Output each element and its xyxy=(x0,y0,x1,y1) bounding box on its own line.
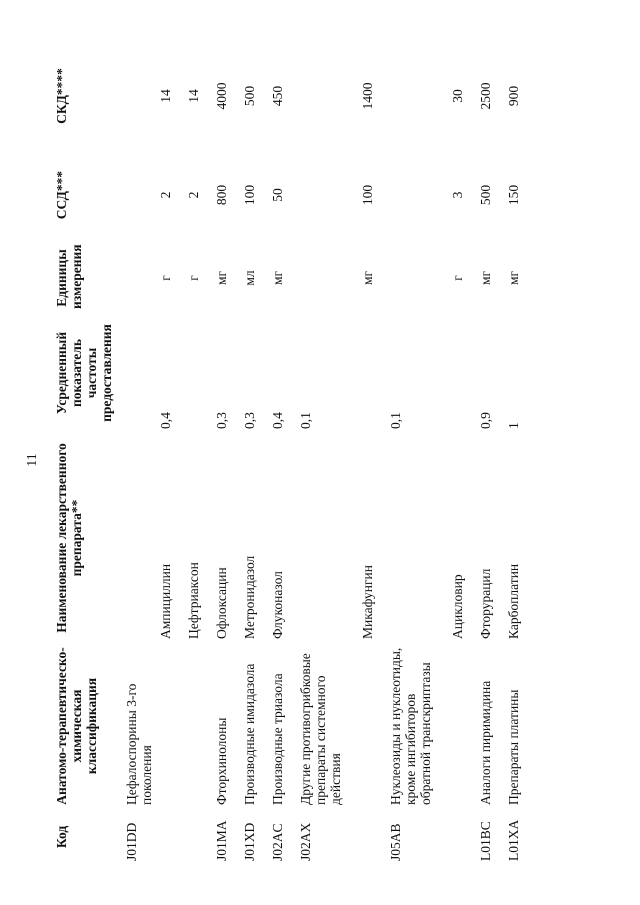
header-ssd: ССД*** xyxy=(54,170,69,220)
cell-classification xyxy=(360,643,388,809)
cell-skd: 4000 xyxy=(214,82,229,110)
cell-frequency: 0,3 xyxy=(214,412,229,429)
cell-unit xyxy=(124,243,158,313)
cell-frequency: 0,4 xyxy=(270,412,285,429)
header-frequency: Усредненный показатель частоты предоставления xyxy=(54,324,114,422)
cell-frequency: 1 xyxy=(506,422,521,429)
cell-skd xyxy=(298,45,360,147)
cell-ssd: 800 xyxy=(214,184,229,206)
cell-unit: мг xyxy=(360,270,375,286)
cell-code: J02AC xyxy=(270,823,285,861)
cell-code xyxy=(186,809,214,865)
cell-drug xyxy=(388,433,450,643)
rotated-table-stage xyxy=(52,45,592,865)
cell-skd: 14 xyxy=(186,89,201,103)
cell-drug: Цефтриаксон xyxy=(186,562,201,639)
cell-code xyxy=(450,809,478,865)
cell-ssd: 500 xyxy=(478,184,493,206)
cell-ssd: 2 xyxy=(158,191,173,199)
cell-skd: 500 xyxy=(242,85,257,107)
cell-frequency xyxy=(360,313,388,433)
table-row xyxy=(186,45,214,865)
cell-classification xyxy=(186,643,214,809)
cell-classification: Производные имидазола xyxy=(242,663,257,805)
cell-classification: Другие противогрибковые препараты системного действия xyxy=(298,653,343,805)
cell-code xyxy=(360,809,388,865)
cell-unit: мг xyxy=(506,270,521,286)
cell-code: J05AB xyxy=(388,823,403,861)
cell-unit: мг xyxy=(214,270,229,286)
cell-frequency: 0,3 xyxy=(242,412,257,429)
cell-code: L01BC xyxy=(478,821,493,861)
table-row xyxy=(158,45,186,865)
cell-unit: г xyxy=(186,275,201,281)
cell-code: J01XD xyxy=(242,822,257,861)
cell-skd xyxy=(388,45,450,147)
cell-frequency: 0,1 xyxy=(298,412,313,429)
cell-drug: Ацикловир xyxy=(450,574,465,639)
header-drug-name: Наименование лекарственного препарата** xyxy=(54,443,84,633)
cell-ssd: 100 xyxy=(242,184,257,206)
header-skd: СКД**** xyxy=(54,68,69,124)
cell-ssd: 2 xyxy=(186,191,201,199)
cell-unit xyxy=(298,243,360,313)
cell-frequency: 0,9 xyxy=(478,412,493,429)
cell-classification: Нуклеозиды и нуклеотиды, кроме ингибиторов обратной транскриптазы xyxy=(388,647,433,805)
cell-ssd xyxy=(298,147,360,243)
cell-skd: 1400 xyxy=(360,82,375,110)
table-row xyxy=(242,45,270,865)
table-row xyxy=(270,45,298,865)
cell-skd: 900 xyxy=(506,85,521,107)
cell-frequency xyxy=(186,313,214,433)
cell-drug xyxy=(124,433,158,643)
cell-frequency xyxy=(124,313,158,433)
cell-skd: 14 xyxy=(158,89,173,103)
table-row xyxy=(124,45,158,865)
cell-skd: 450 xyxy=(270,85,285,107)
cell-ssd: 3 xyxy=(450,191,465,199)
table-row xyxy=(360,45,388,865)
table-row xyxy=(478,45,506,865)
cell-drug: Флуконазол xyxy=(270,571,285,639)
cell-drug: Ампициллин xyxy=(158,563,173,639)
header-code: Код xyxy=(54,825,69,849)
cell-unit xyxy=(388,243,450,313)
cell-drug: Офлоксацин xyxy=(214,567,229,639)
cell-unit: мг xyxy=(270,270,285,286)
cell-frequency xyxy=(450,313,478,433)
cell-skd: 30 xyxy=(450,89,465,103)
page-number: 11 xyxy=(25,453,40,467)
cell-ssd: 150 xyxy=(506,184,521,206)
cell-classification: Фторхинолоны xyxy=(214,717,229,805)
header-unit: Единицы измерения xyxy=(54,244,84,309)
cell-classification xyxy=(450,643,478,809)
cell-drug: Фторурацил xyxy=(478,568,493,639)
cell-skd xyxy=(124,45,158,147)
cell-frequency: 0,4 xyxy=(158,412,173,429)
cell-classification: Цефалоспорины 3-го поколения xyxy=(124,683,154,805)
cell-frequency: 0,1 xyxy=(388,412,403,429)
cell-code: J02AX xyxy=(298,822,313,861)
cell-unit: г xyxy=(158,275,173,281)
header-classification: Анатомо-терапевтическо-химическая классификация xyxy=(54,647,99,805)
cell-unit: мг xyxy=(478,270,493,286)
table-row xyxy=(388,45,450,865)
cell-code xyxy=(158,809,186,865)
cell-skd: 2500 xyxy=(478,82,493,110)
cell-drug: Метронидазол xyxy=(242,555,257,639)
cell-classification: Производные триазола xyxy=(270,673,285,805)
cell-ssd: 50 xyxy=(270,188,285,202)
cell-ssd xyxy=(388,147,450,243)
table-row xyxy=(214,45,242,865)
cell-drug: Карбоплатин xyxy=(506,563,521,639)
cell-code: J01DD xyxy=(124,822,139,861)
cell-classification xyxy=(158,643,186,809)
table-row xyxy=(450,45,478,865)
cell-drug xyxy=(298,433,360,643)
cell-classification: Аналоги пиримидина xyxy=(478,680,493,805)
cell-classification: Препараты платины xyxy=(506,689,521,805)
drug-table xyxy=(52,45,534,865)
cell-ssd: 100 xyxy=(360,184,375,206)
table-row xyxy=(298,45,360,865)
cell-drug: Микафунгин xyxy=(360,565,375,639)
cell-unit: г xyxy=(450,275,465,281)
cell-code: L01XA xyxy=(506,819,521,861)
table-row xyxy=(506,45,534,865)
cell-ssd xyxy=(124,147,158,243)
table-header-row xyxy=(52,45,124,865)
cell-unit: мл xyxy=(242,270,257,286)
cell-code: J01MA xyxy=(214,820,229,861)
